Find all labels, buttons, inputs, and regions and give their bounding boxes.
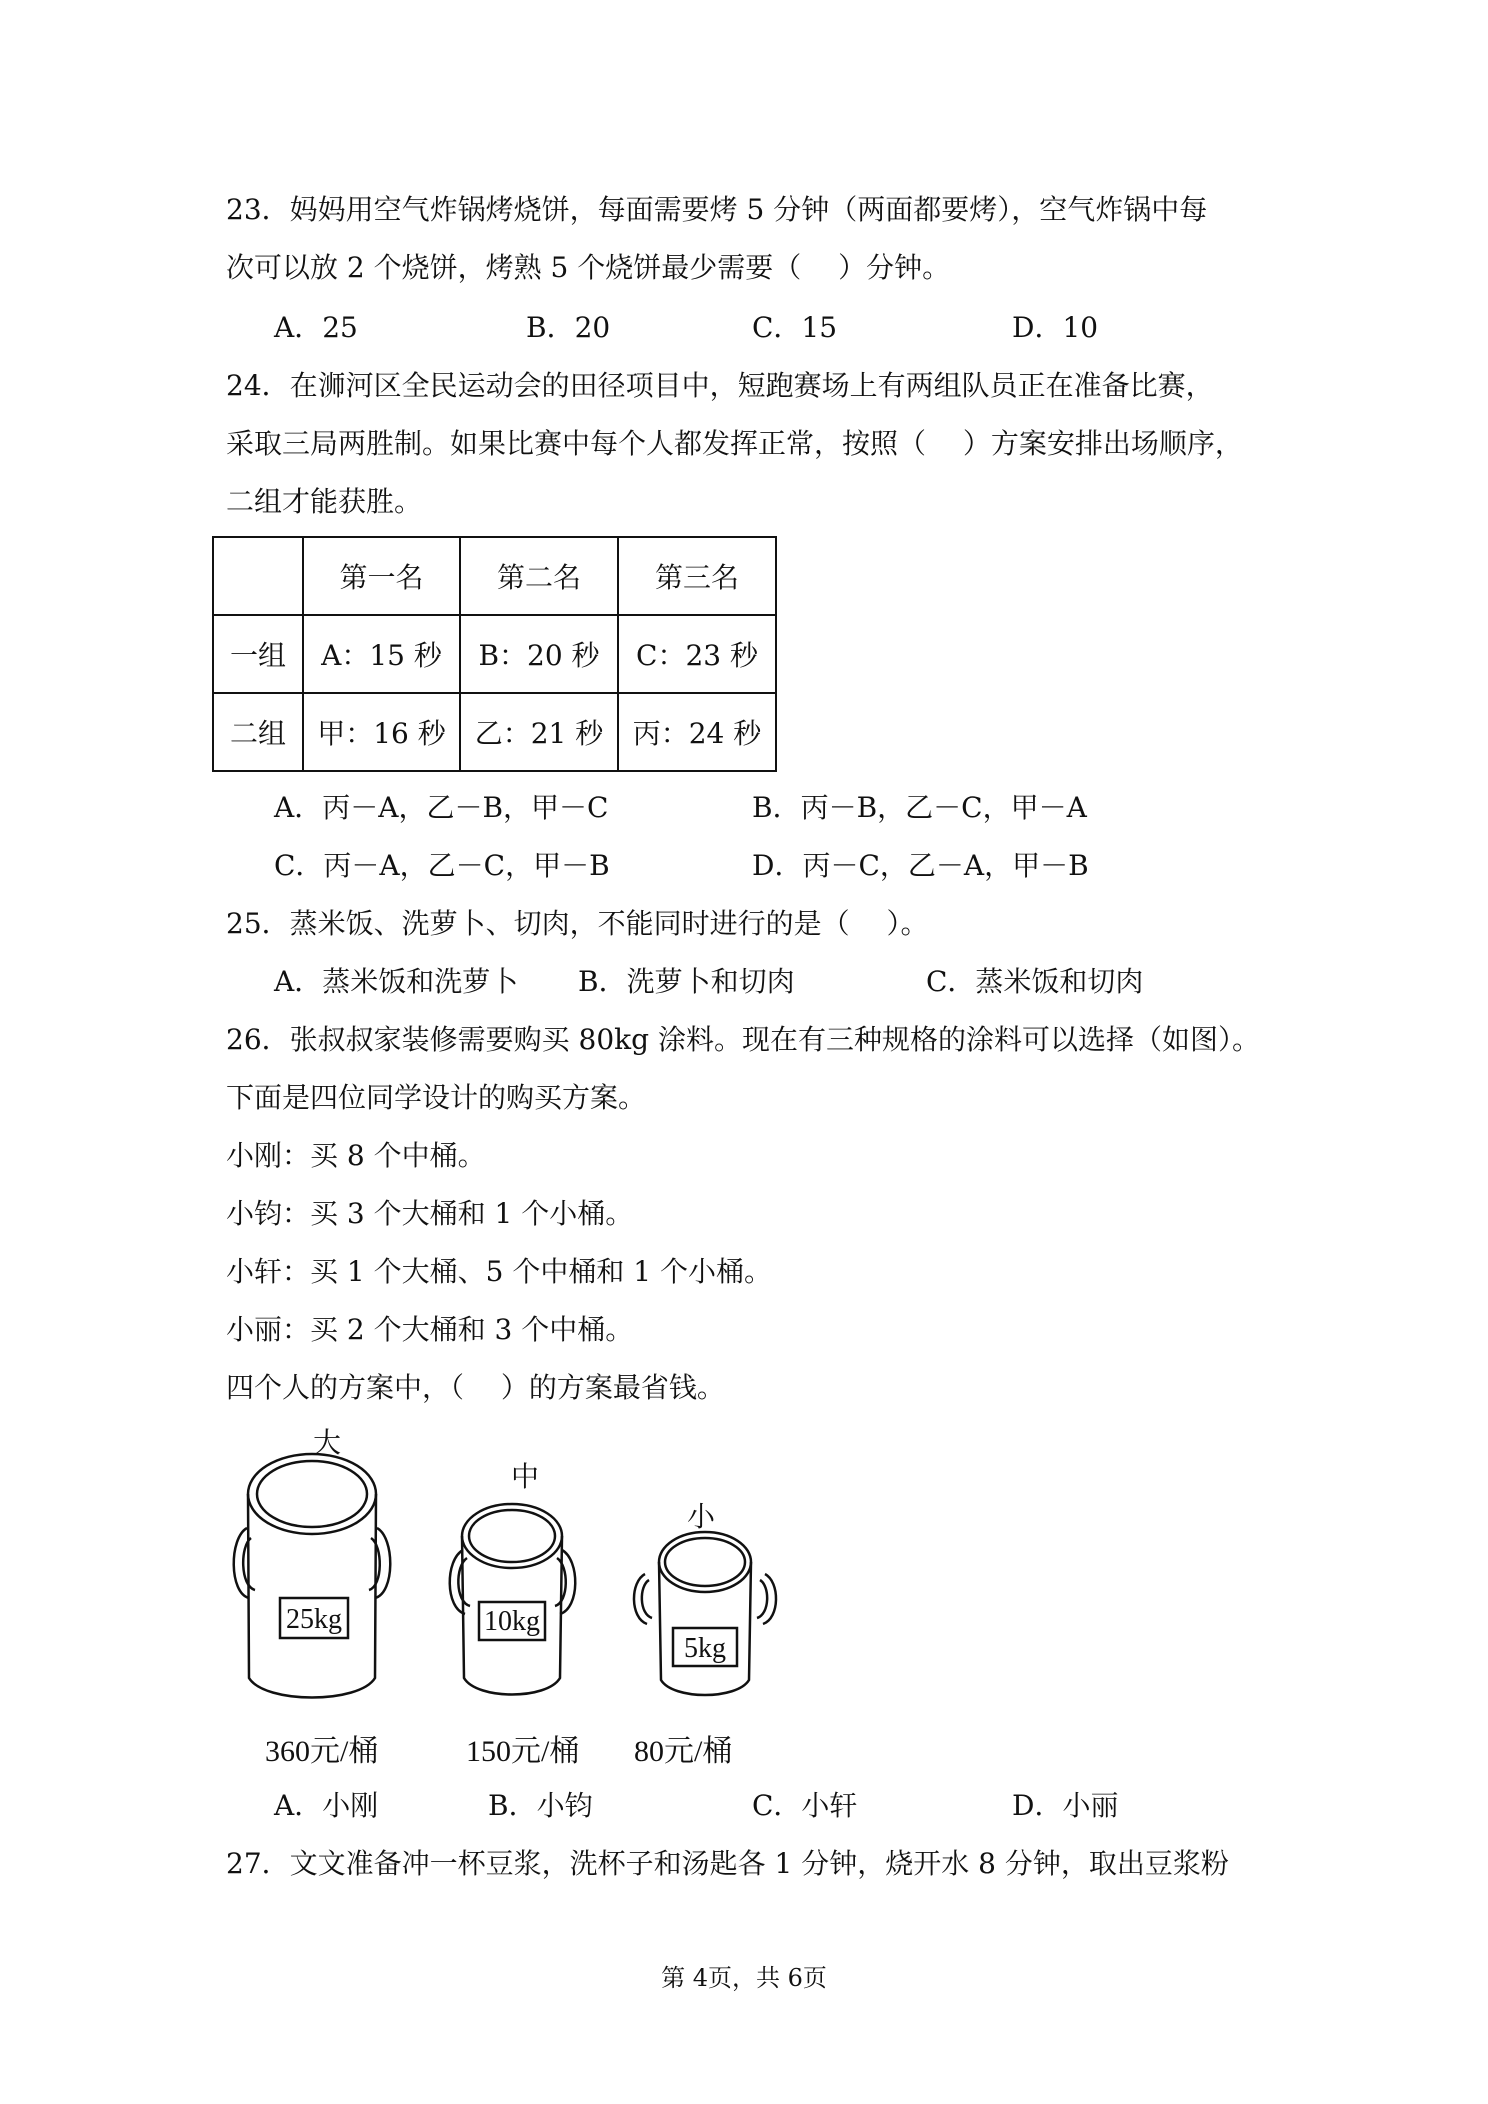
table-cell: 第二名 xyxy=(460,537,618,615)
q24-option-b: B．丙－B，乙－C，甲－A xyxy=(752,791,1087,824)
table-header-row xyxy=(213,537,776,615)
q24-line2: 采取三局两胜制。如果比赛中每个人都发挥正常，按照（ ）方案安排出场顺序， xyxy=(226,427,1243,460)
plan-xiaoli: 小丽：买 2 个大桶和 3 个中桶。 xyxy=(226,1313,634,1346)
q25-option-c: C．蒸米饭和切肉 xyxy=(926,965,1144,998)
price-large: 360元/桶 xyxy=(265,1735,379,1768)
table-cell: 二组 xyxy=(213,693,303,771)
price-small: 80元/桶 xyxy=(634,1735,733,1768)
q26-question: 四个人的方案中，（ ）的方案最省钱。 xyxy=(226,1371,725,1404)
table-cell: 一组 xyxy=(213,615,303,693)
table-cell: C：23 秒 xyxy=(618,615,776,693)
race-table xyxy=(212,536,777,772)
q25-option-b: B．洗萝卜和切肉 xyxy=(578,965,795,998)
bucket-size-medium: 中 xyxy=(510,1462,540,1493)
q23-line1: 23．妈妈用空气炸锅烤烧饼，每面需要烤 5 分钟（两面都要烤），空气炸锅中每 xyxy=(226,193,1208,226)
large-bucket-icon xyxy=(234,1454,391,1698)
plan-xiaojun: 小钧：买 3 个大桶和 1 个小桶。 xyxy=(226,1197,634,1230)
q26-line2: 下面是四位同学设计的购买方案。 xyxy=(226,1081,647,1114)
small-bucket-icon xyxy=(634,1532,776,1695)
q23-option-a: A．25 xyxy=(274,311,358,344)
bucket-weight-small: 5kg xyxy=(684,1633,726,1664)
bucket-weight-large: 25kg xyxy=(286,1604,342,1635)
table-cell: B：20 秒 xyxy=(460,615,618,693)
q25-option-a: A．蒸米饭和洗萝卜 xyxy=(274,965,519,998)
page-footer: 第 4页，共 6页 xyxy=(661,1964,827,1992)
q24-option-c: C．丙－A，乙－C，甲－B xyxy=(274,849,610,882)
q24-line3: 二组才能获胜。 xyxy=(226,485,423,518)
q26-option-a: A．小刚 xyxy=(274,1789,379,1822)
table-cell: A：15 秒 xyxy=(303,615,460,693)
table-cell xyxy=(213,537,303,615)
table-row xyxy=(213,693,776,771)
q25-line1: 25．蒸米饭、洗萝卜、切肉，不能同时进行的是（ ）。 xyxy=(226,907,929,940)
table-cell: 甲：16 秒 xyxy=(303,693,460,771)
price-medium: 150元/桶 xyxy=(466,1735,580,1768)
plan-xiaoxuan: 小轩：买 1 个大桶、5 个中桶和 1 个小桶。 xyxy=(226,1255,772,1288)
table-cell: 第三名 xyxy=(618,537,776,615)
table-cell: 丙：24 秒 xyxy=(618,693,776,771)
q23-option-d: D．10 xyxy=(1012,311,1099,344)
q26-option-c: C．小轩 xyxy=(752,1789,858,1822)
paint-buckets-figure xyxy=(225,1428,785,1728)
table-row xyxy=(213,615,776,693)
plan-xiaogang: 小刚：买 8 个中桶。 xyxy=(226,1139,486,1172)
table-cell: 乙：21 秒 xyxy=(460,693,618,771)
q26-option-d: D．小丽 xyxy=(1012,1789,1119,1822)
bucket-weight-medium: 10kg xyxy=(484,1606,540,1637)
q24-line1: 24．在浉河区全民运动会的田径项目中，短跑赛场上有两组队员正在准备比赛， xyxy=(226,369,1214,402)
bucket-size-small: 小 xyxy=(686,1502,716,1533)
table-cell: 第一名 xyxy=(303,537,460,615)
q23-option-c: C．15 xyxy=(752,311,838,344)
q27-line1: 27．文文准备冲一杯豆浆，洗杯子和汤匙各 1 分钟，烧开水 8 分钟，取出豆浆粉 xyxy=(226,1847,1229,1880)
q26-line1: 26．张叔叔家装修需要购买 80kg 涂料。现在有三种规格的涂料可以选择（如图）。 xyxy=(226,1023,1260,1056)
medium-bucket-icon xyxy=(450,1504,576,1695)
q23-line2: 次可以放 2 个烧饼，烤熟 5 个烧饼最少需要（ ）分钟。 xyxy=(226,251,951,284)
q26-option-b: B．小钧 xyxy=(488,1789,593,1822)
q23-option-b: B．20 xyxy=(526,311,611,344)
q24-option-d: D．丙－C，乙－A，甲－B xyxy=(752,849,1089,882)
q24-option-a: A．丙－A，乙－B，甲－C xyxy=(274,791,609,824)
bucket-size-large: 大 xyxy=(312,1428,342,1459)
